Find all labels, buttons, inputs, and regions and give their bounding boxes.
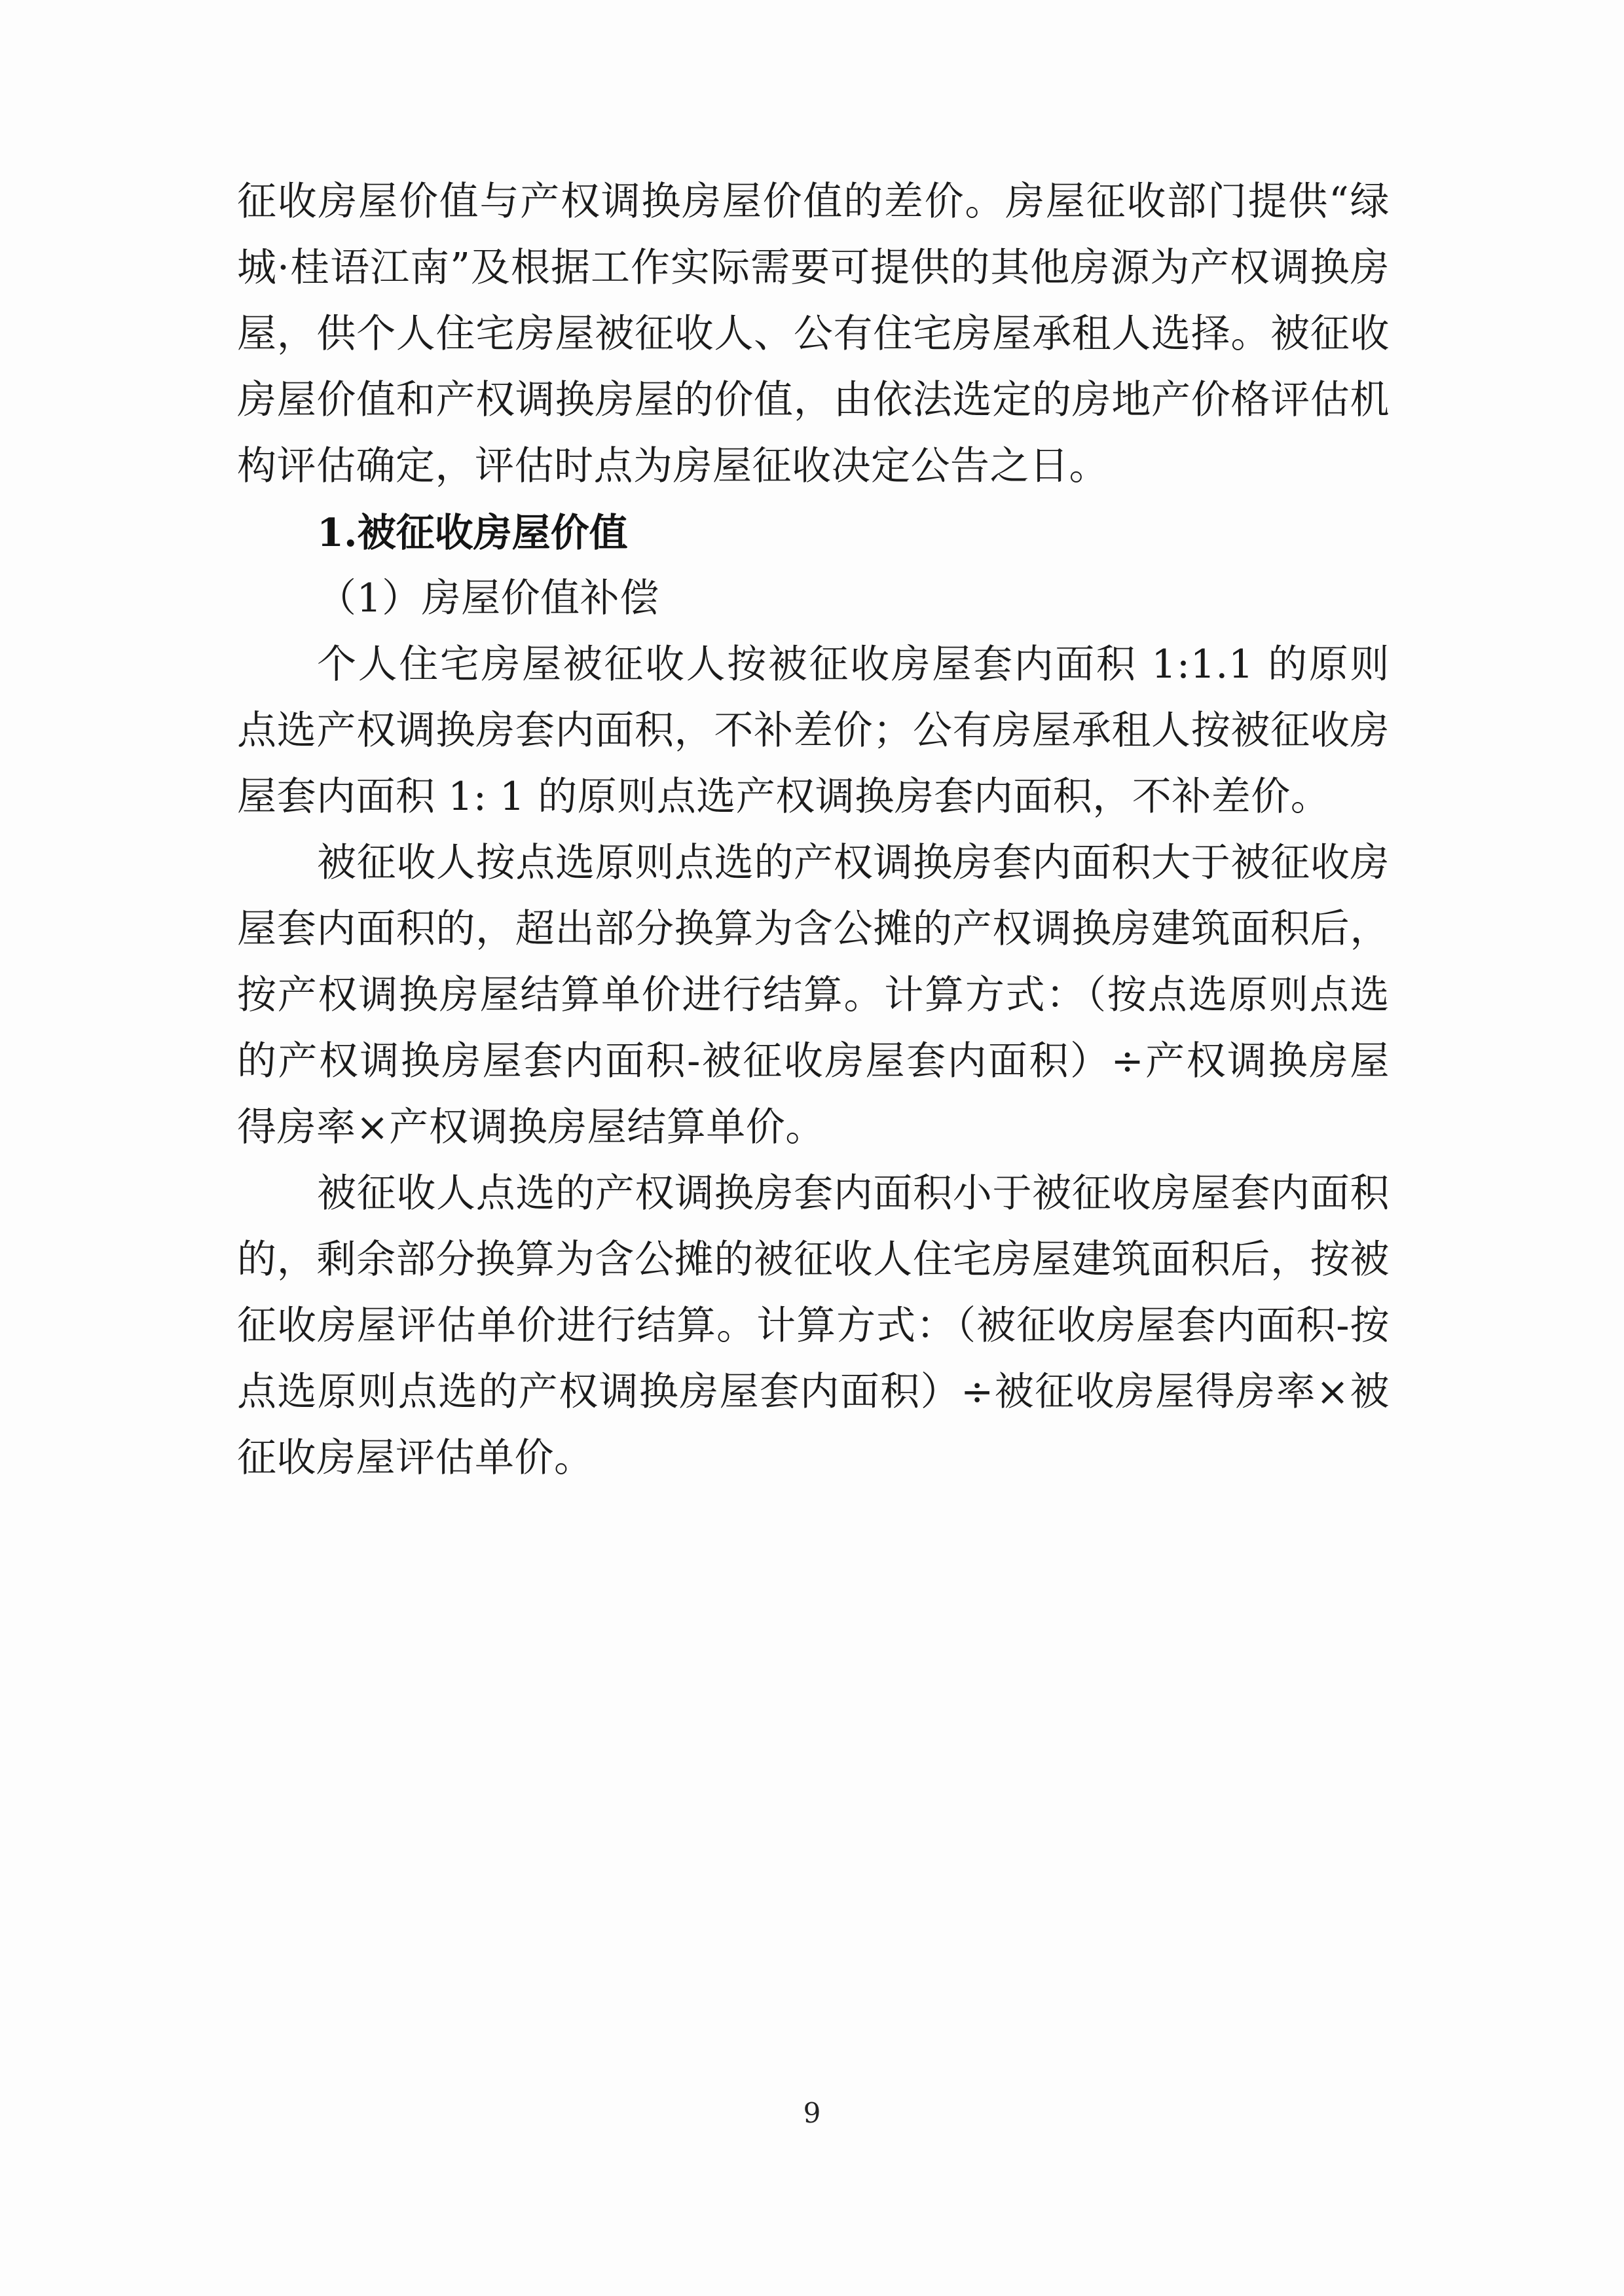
paragraph-item-1: （1）房屋价值补偿 — [317, 575, 659, 621]
paragraph-intro: 征收房屋价值与产权调换房屋价值的差价。房屋征收部门提供“绿城·桂语江南”及根据工作实际需要可提供的其他房源为产权调换房屋，供个人住宅房屋被征收人、公有住宅房屋承租人选择。被征收房屋价值和产权调换房屋的价值，由依法选定的房地产价格评估机构评估确定，评估时点为房屋征收决定公告之日。 — [237, 179, 1390, 489]
section-heading-1: 1.被征收房屋价值 — [317, 510, 628, 555]
paragraph-selection-rule: 个人住宅房屋被征收人按被征收房屋套内面积 1:1.1 的原则点选产权调换房套内面积，不补差价；公有房屋承租人按被征收房屋套内面积 1: 1 的原则点选产权调换房套内面积，不补差价。 — [237, 642, 1390, 820]
document-body — [237, 169, 1390, 1491]
paragraph-remaining-area: 被征收人点选的产权调换房套内面积小于被征收房屋套内面积的，剩余部分换算为含公摊的被征收人住宅房屋建筑面积后，按被征收房屋评估单价进行结算。计算方式：（被征收房屋套内面积-按点选原则点选的产权调换房屋套内面积）÷被征收房屋得房率×被征收房屋评估单价。 — [237, 1171, 1390, 1481]
page-number: 9 — [803, 2097, 821, 2129]
paragraph-excess-area: 被征收人按点选原则点选的产权调换房套内面积大于被征收房屋套内面积的，超出部分换算为含公摊的产权调换房建筑面积后，按产权调换房屋结算单价进行结算。计算方式：（按点选原则点选的产权调换房屋套内面积-被征收房屋套内面积）÷产权调换房屋得房率×产权调换房屋结算单价。 — [237, 840, 1390, 1150]
